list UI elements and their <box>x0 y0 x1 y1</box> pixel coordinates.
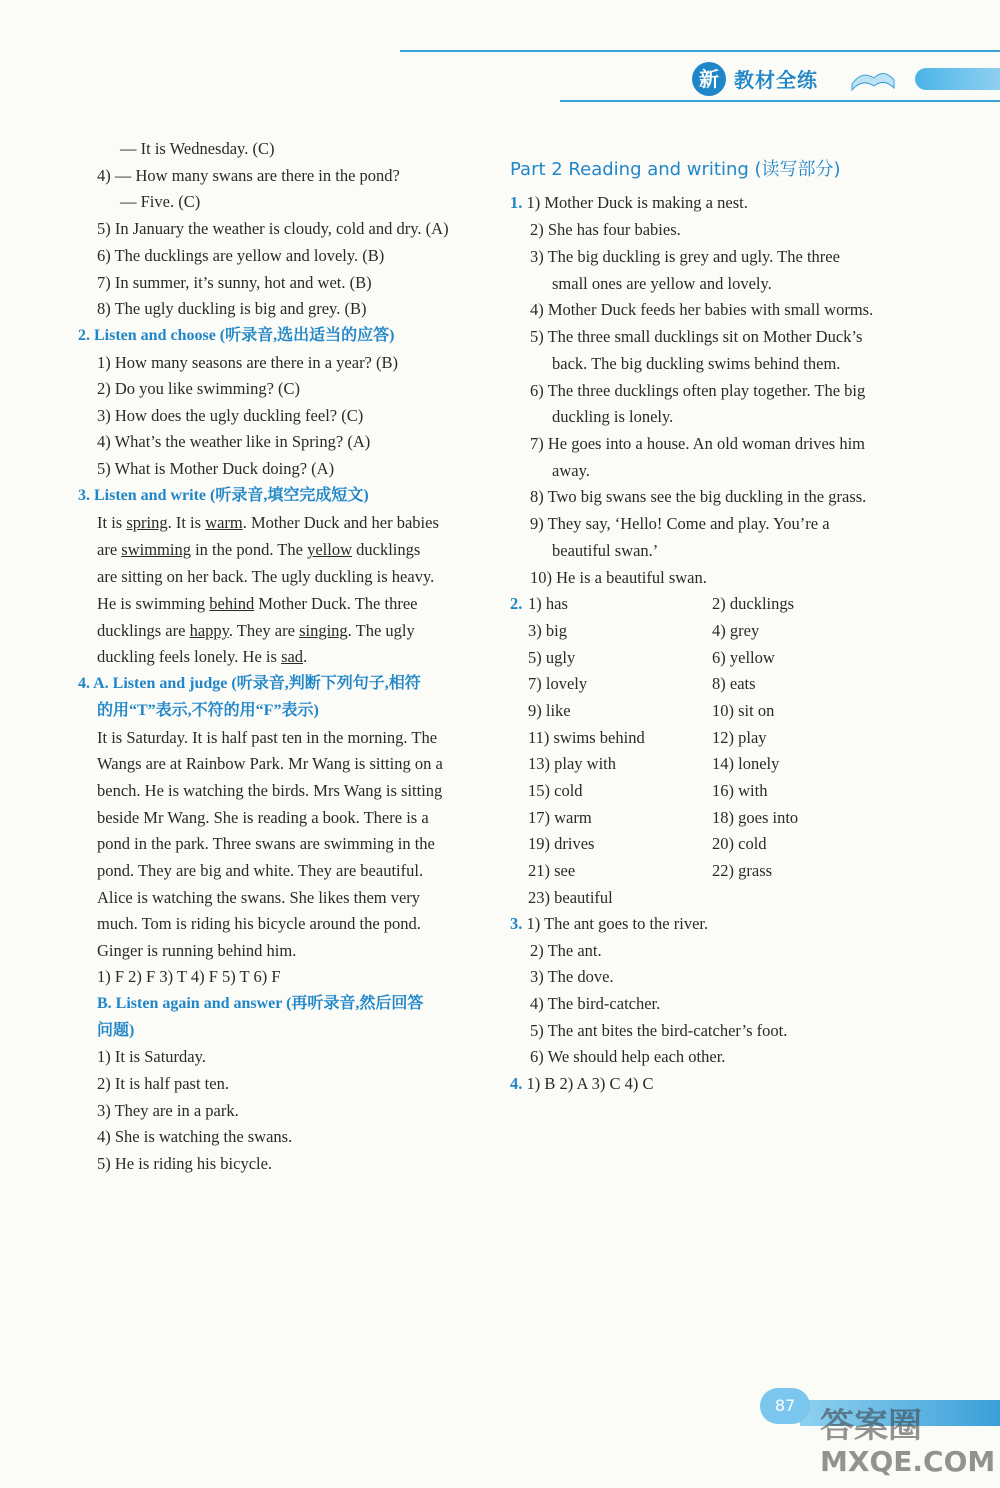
answer-item: 16) with <box>712 781 768 800</box>
answer-item: 12) play <box>712 728 767 747</box>
passage-text: Mother Duck. The three <box>254 594 418 613</box>
line-text: pond in the park. Three swans are swimming in the <box>97 834 435 853</box>
text-line <box>510 192 748 214</box>
header-badge: 新 <box>692 62 726 96</box>
text-line <box>530 219 681 241</box>
question-number: 2. <box>510 594 523 613</box>
passage-text: He is swimming <box>97 594 210 613</box>
text-line <box>97 1153 272 1175</box>
line-text: B. Listen again and answer (再听录音,然后回答 <box>97 995 424 1012</box>
part-2-heading: Part 2 Reading and writing (读写部分) <box>510 159 841 180</box>
header-rule-top <box>400 50 1000 52</box>
answer-item: 10) sit on <box>712 701 775 720</box>
text-line <box>97 298 366 320</box>
section-heading <box>78 485 369 507</box>
line-text: duckling is lonely. <box>552 407 674 426</box>
watermark-url: MXQE.COM <box>820 1445 996 1478</box>
text-line <box>97 1126 292 1148</box>
text-line <box>97 405 363 427</box>
text-line <box>97 458 334 480</box>
text-line <box>97 1073 229 1095</box>
section-heading <box>97 1020 134 1042</box>
text-line <box>97 913 421 935</box>
text-line <box>552 273 772 295</box>
text-line <box>97 753 443 775</box>
line-text: 6) The ducklings are yellow and lovely. (B) <box>97 246 385 265</box>
line-text: 的用“T”表示,不符的用“F”表示) <box>97 702 319 719</box>
book-deco-icon <box>850 62 896 92</box>
answer-item: 18) goes into <box>712 808 799 827</box>
passage-line <box>97 539 420 561</box>
passage-line <box>97 620 415 642</box>
line-text: 6) We should help each other. <box>530 1047 726 1066</box>
text-line <box>120 138 274 160</box>
line-text: 3) They are in a park. <box>97 1101 239 1120</box>
passage-text: are <box>97 540 122 559</box>
text-line <box>530 966 614 988</box>
line-text: — Five. (C) <box>120 192 201 211</box>
filled-blank: behind <box>209 594 255 613</box>
text-line <box>530 486 866 508</box>
answer-item: 2) ducklings <box>712 594 795 613</box>
line-text: pond. They are big and white. They are beautiful. <box>97 861 424 880</box>
answer-item: 23) beautiful <box>528 888 613 907</box>
text-line <box>552 540 658 562</box>
line-text: 问题) <box>97 1022 135 1039</box>
line-text: 3) The dove. <box>530 967 614 986</box>
filled-blank: happy <box>189 621 229 640</box>
line-text: 4) What’s the weather like in Spring? (A) <box>97 432 371 451</box>
text-line <box>530 1046 725 1068</box>
text-line <box>552 353 840 375</box>
passage-text: . It is <box>167 513 206 532</box>
text-line <box>97 272 372 294</box>
line-text: 5) In January the weather is cloudy, cold and dry. (A) <box>97 219 449 238</box>
line-text: 1) F 2) F 3) T 4) F 5) T 6) F <box>97 967 281 986</box>
question-number: 3. <box>510 914 523 933</box>
line-text: beside Mr Wang. She is reading a book. There is a <box>97 808 429 827</box>
text-line <box>510 1073 653 1095</box>
text-line <box>530 433 865 455</box>
text-line <box>530 246 840 268</box>
text-line <box>97 860 423 882</box>
answer-item: 3) big <box>528 621 567 640</box>
answer-item: 14) lonely <box>712 754 780 773</box>
section-heading <box>97 993 423 1015</box>
line-text: 3. Listen and write (听录音,填空完成短文) <box>78 487 369 504</box>
text-line <box>97 245 384 267</box>
line-text: 4) She is watching the swans. <box>97 1127 293 1146</box>
text-line <box>510 913 708 935</box>
line-text: 5) What is Mother Duck doing? (A) <box>97 459 335 478</box>
passage-text: duckling feels lonely. He is <box>97 647 282 666</box>
line-text: 2) She has four babies. <box>530 220 681 239</box>
answer-item: 17) warm <box>528 808 592 827</box>
filled-blank: yellow <box>307 540 352 559</box>
line-text: It is Saturday. It is half past ten in the morning. The <box>97 728 438 747</box>
page-number: 87 <box>760 1388 810 1424</box>
answer-item: 11) swims behind <box>528 728 645 747</box>
line-text: 1) B 2) A 3) C 4) C <box>522 1074 654 1093</box>
line-text: 2) Do you like swimming? (C) <box>97 379 301 398</box>
answer-item: 13) play with <box>528 754 616 773</box>
answer-item: 21) see <box>528 861 576 880</box>
line-text: small ones are yellow and lovely. <box>552 274 772 293</box>
line-text: Ginger is running behind him. <box>97 941 297 960</box>
filled-blank: singing <box>299 621 348 640</box>
text-line <box>97 1046 206 1068</box>
line-text: 10) He is a beautiful swan. <box>530 568 707 587</box>
line-text: 2) The ant. <box>530 941 602 960</box>
text-line <box>530 513 830 535</box>
answer-item: 7) lovely <box>528 674 588 693</box>
line-text: 6) The three ducklings often play together. The big <box>530 381 866 400</box>
text-line <box>530 299 873 321</box>
filled-blank: swimming <box>121 540 191 559</box>
section-heading <box>78 673 421 695</box>
line-text: bench. He is watching the birds. Mrs Wang is sitting <box>97 781 443 800</box>
text-line <box>97 165 400 187</box>
text-line <box>97 940 296 962</box>
line-text: away. <box>552 461 590 480</box>
text-line <box>97 218 449 240</box>
line-text: 8) Two big swans see the big duckling in the grass. <box>530 487 867 506</box>
text-line <box>530 1020 787 1042</box>
question-number: 4. <box>510 1074 523 1093</box>
passage-text: . <box>303 647 308 666</box>
text-line <box>530 380 865 402</box>
line-text: 1) Mother Duck is making a nest. <box>522 193 748 212</box>
text-line <box>97 727 437 749</box>
line-text: 3) The big duckling is grey and ugly. The three <box>530 247 840 266</box>
text-line <box>97 966 281 988</box>
answer-item: 4) grey <box>712 621 760 640</box>
line-text: 2. Listen and choose (听录音,选出适当的应答) <box>78 327 395 344</box>
text-line <box>552 406 673 428</box>
line-text: 7) He goes into a house. An old woman drives him <box>530 434 865 453</box>
line-text: 4) The bird-catcher. <box>530 994 661 1013</box>
line-text: Alice is watching the swans. She likes them very <box>97 888 421 907</box>
answer-item: 19) drives <box>528 834 595 853</box>
text-line <box>530 993 660 1015</box>
passage-text: It is <box>97 513 127 532</box>
passage-text: are sitting on her back. The ugly duckling is heavy. <box>97 567 435 586</box>
passage-line <box>97 646 307 668</box>
answer-item: 9) like <box>528 701 571 720</box>
text-line <box>530 326 862 348</box>
line-text: 9) They say, ‘Hello! Come and play. You’re a <box>530 514 830 533</box>
passage-text: ducklings are <box>97 621 190 640</box>
line-text: 8) The ugly duckling is big and grey. (B) <box>97 299 367 318</box>
answer-item: 20) cold <box>712 834 767 853</box>
watermark-logo: 答案圈 <box>820 1406 922 1446</box>
line-text: 5) The ant bites the bird-catcher’s foot. <box>530 1021 788 1040</box>
header-title: 教材全练 <box>734 68 818 92</box>
text-line <box>530 940 602 962</box>
passage-text: . They are <box>228 621 300 640</box>
answer-item: 8) eats <box>712 674 756 693</box>
filled-blank: sad <box>281 647 304 666</box>
section-heading <box>78 325 394 347</box>
text-line <box>97 1100 239 1122</box>
header-accent-bar <box>915 68 1000 90</box>
header-rule-bottom <box>560 100 1000 102</box>
passage-line <box>97 566 434 588</box>
line-text: 1) The ant goes to the river. <box>522 914 709 933</box>
line-text: 4) — How many swans are there in the pond? <box>97 166 400 185</box>
text-line <box>120 191 200 213</box>
section-heading <box>97 700 319 722</box>
text-line <box>530 567 707 589</box>
line-text: 4) Mother Duck feeds her babies with small worms. <box>530 300 874 319</box>
line-text: beautiful swan.’ <box>552 541 659 560</box>
passage-text: . Mother Duck and her babies <box>242 513 439 532</box>
passage-line <box>97 593 418 615</box>
filled-blank: spring <box>126 513 168 532</box>
line-text: — It is Wednesday. (C) <box>120 139 275 158</box>
line-text: 2) It is half past ten. <box>97 1074 229 1093</box>
passage-text: in the pond. The <box>190 540 308 559</box>
text-line <box>97 807 429 829</box>
answer-item: 22) grass <box>712 861 773 880</box>
text-line <box>97 352 398 374</box>
answer-item: 5) ugly <box>528 648 576 667</box>
answer-item: 1) has <box>528 594 568 613</box>
text-line <box>552 460 590 482</box>
text-line <box>97 780 442 802</box>
passage-text: . The ugly <box>347 621 415 640</box>
line-text: 3) How does the ugly duckling feel? (C) <box>97 406 364 425</box>
line-text: Wangs are at Rainbow Park. Mr Wang is sitting on a <box>97 754 443 773</box>
text-line <box>97 833 435 855</box>
text-line <box>97 431 370 453</box>
question-number: 1. <box>510 193 523 212</box>
line-text: 4. A. Listen and judge (听录音,判断下列句子,相符 <box>78 675 421 692</box>
answer-item: 15) cold <box>528 781 583 800</box>
line-text: 7) In summer, it’s sunny, hot and wet. (B) <box>97 273 372 292</box>
line-text: 1) How many seasons are there in a year? (B) <box>97 353 399 372</box>
line-text: 1) It is Saturday. <box>97 1047 206 1066</box>
line-text: back. The big duckling swims behind them. <box>552 354 841 373</box>
line-text: much. Tom is riding his bicycle around the pond. <box>97 914 421 933</box>
answer-item: 6) yellow <box>712 648 775 667</box>
line-text: 5) The three small ducklings sit on Mother Duck’s <box>530 327 863 346</box>
passage-text: ducklings <box>352 540 421 559</box>
filled-blank: warm <box>205 513 243 532</box>
text-line <box>97 378 300 400</box>
passage-line <box>97 512 439 534</box>
text-line <box>97 887 420 909</box>
line-text: 5) He is riding his bicycle. <box>97 1154 273 1173</box>
